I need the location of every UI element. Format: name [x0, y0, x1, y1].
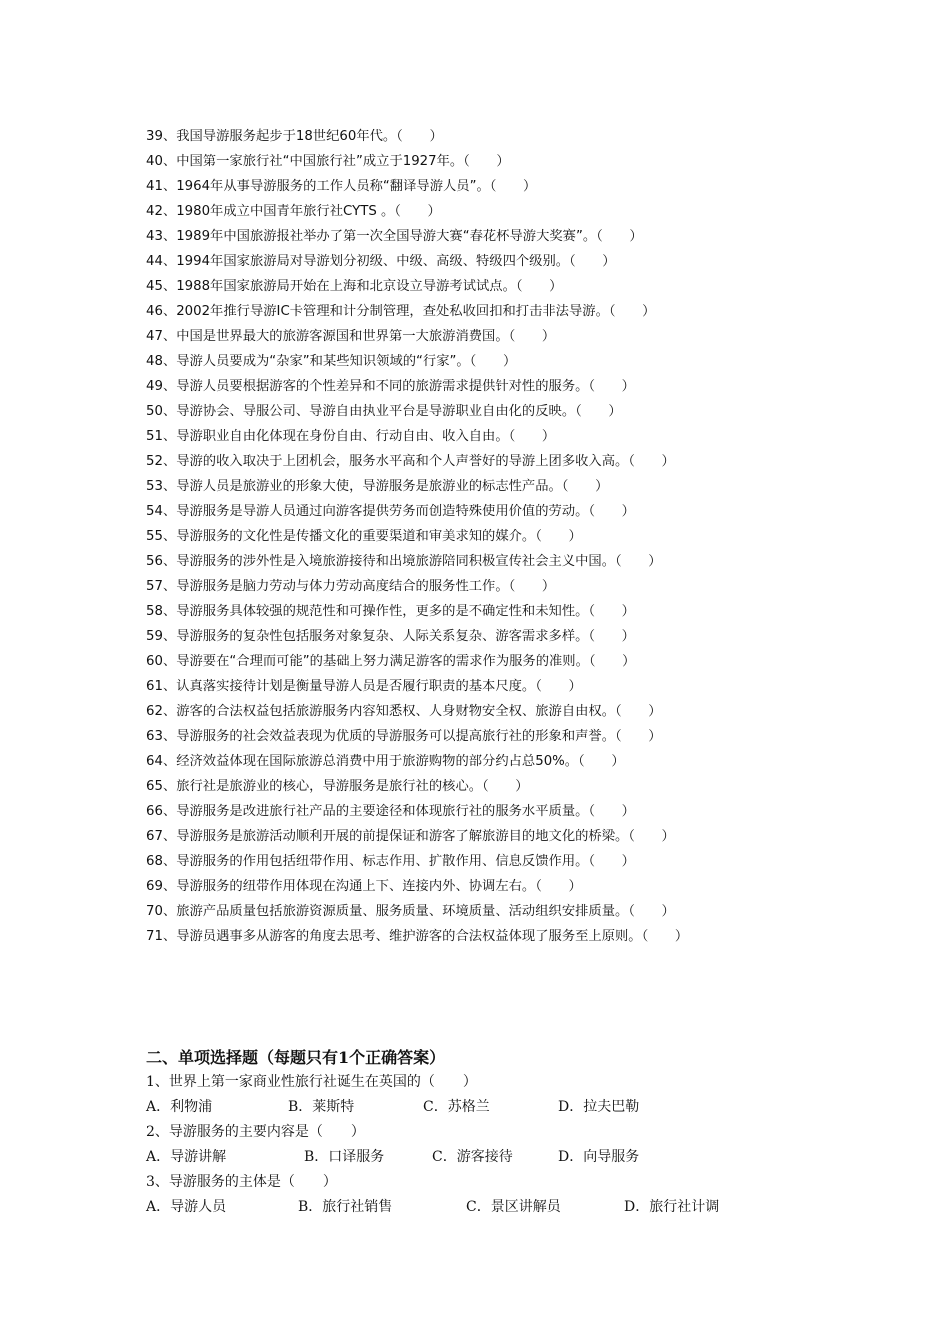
option-a[interactable]: A．导游讲解	[146, 1149, 227, 1165]
question-item: 56、导游服务的涉外性是入境旅游接待和出境旅游陪同积极宣传社会主义中国。（ ）	[146, 554, 662, 569]
question-item: 64、经济效益体现在国际旅游总消费中用于旅游购物的部分约占总50%。（ ）	[146, 754, 625, 769]
question-item: 54、导游服务是导游人员通过向游客提供劳务而创造特殊使用价值的劳动。（ ）	[146, 504, 635, 519]
question-item: 67、导游服务是旅游活动顺利开展的前提保证和游客了解旅游目的地文化的桥梁。（ ）	[146, 829, 675, 844]
answer-options	[146, 1145, 826, 1170]
question-item: 61、认真落实接待计划是衡量导游人员是否履行职责的基本尺度。（ ）	[146, 679, 582, 694]
question-item: 41、1964年从事导游服务的工作人员称“翻译导游人员”。（ ）	[146, 179, 537, 194]
question-item: 69、导游服务的纽带作用体现在沟通上下、连接内外、协调左右。（ ）	[146, 879, 582, 894]
option-c[interactable]: C．苏格兰	[423, 1099, 490, 1115]
option-b[interactable]: B．莱斯特	[288, 1099, 355, 1115]
option-a[interactable]: A．利物浦	[146, 1099, 213, 1115]
option-d[interactable]: D．拉夫巴勒	[558, 1099, 640, 1115]
question-stem: 3、导游服务的主体是（ ）	[146, 1174, 337, 1190]
question-item: 55、导游服务的文化性是传播文化的重要渠道和审美求知的媒介。（ ）	[146, 529, 582, 544]
question-item: 52、导游的收入取决于上团机会，服务水平高和个人声誉好的导游上团多收入高。（ ）	[146, 454, 675, 469]
question-item: 66、导游服务是改进旅行社产品的主要途径和体现旅行社的服务水平质量。（ ）	[146, 804, 635, 819]
option-b[interactable]: B．口译服务	[304, 1149, 385, 1165]
question-item: 50、导游协会、导服公司、导游自由执业平台是导游职业自由化的反映。（ ）	[146, 404, 622, 419]
question-item: 71、导游员遇事多从游客的角度去思考、维护游客的合法权益体现了服务至上原则。（ ）	[146, 929, 689, 944]
answer-options	[146, 1195, 826, 1220]
option-b[interactable]: B．旅行社销售	[298, 1199, 393, 1215]
question-item: 59、导游服务的复杂性包括服务对象复杂、人际关系复杂、游客需求多样。（ ）	[146, 629, 635, 644]
question-item: 63、导游服务的社会效益表现为优质的导游服务可以提高旅行社的形象和声誉。（ ）	[146, 729, 662, 744]
answer-options	[146, 1095, 826, 1120]
option-a[interactable]: A．导游人员	[146, 1199, 227, 1215]
true-false-question-list	[146, 124, 816, 949]
question-item: 43、1989年中国旅游报社举办了第一次全国导游大赛“春花杯导游大奖赛”。（ ）	[146, 229, 643, 244]
question-item: 39、我国导游服务起步于18世纪60年代。（ ）	[146, 129, 443, 144]
question-item: 53、导游人员是旅游业的形象大使，导游服务是旅游业的标志性产品。（ ）	[146, 479, 609, 494]
single-choice-section	[146, 1046, 826, 1220]
question-item: 70、旅游产品质量包括旅游资源质量、服务质量、环境质量、活动组织安排质量。（ ）	[146, 904, 675, 919]
question-item: 44、1994年国家旅游局对导游划分初级、中级、高级、特级四个级别。（ ）	[146, 254, 616, 269]
section-heading: 二、单项选择题（每题只有1个正确答案）	[146, 1048, 446, 1067]
option-c[interactable]: C．游客接待	[432, 1149, 513, 1165]
question-item: 60、导游要在“合理而可能”的基础上努力满足游客的需求作为服务的准则。（ ）	[146, 654, 636, 669]
question-item: 58、导游服务具体较强的规范性和可操作性，更多的是不确定性和未知性。（ ）	[146, 604, 635, 619]
option-c[interactable]: C．景区讲解员	[466, 1199, 561, 1215]
question-item: 40、中国第一家旅行社“中国旅行社”成立于1927年。（ ）	[146, 154, 510, 169]
question-stem: 1、世界上第一家商业性旅行社诞生在英国的（ ）	[146, 1074, 477, 1090]
question-item: 57、导游服务是脑力劳动与体力劳动高度结合的服务性工作。（ ）	[146, 579, 556, 594]
question-item: 48、导游人员要成为“杂家”和某些知识领域的“行家”。（ ）	[146, 354, 517, 369]
question-item: 47、中国是世界最大的旅游客源国和世界第一大旅游消费国。（ ）	[146, 329, 556, 344]
option-d[interactable]: D．旅行社计调	[624, 1199, 720, 1215]
question-item: 46、2002年推行导游IC卡管理和计分制管理，查处私收回扣和打击非法导游。（ ）	[146, 304, 656, 319]
question-item: 51、导游职业自由化体现在身份自由、行动自由、收入自由。（ ）	[146, 429, 556, 444]
question-item: 65、旅行社是旅游业的核心，导游服务是旅行社的核心。（ ）	[146, 779, 529, 794]
question-item: 49、导游人员要根据游客的个性差异和不同的旅游需求提供针对性的服务。（ ）	[146, 379, 635, 394]
question-stem: 2、导游服务的主要内容是（ ）	[146, 1124, 365, 1140]
question-item: 62、游客的合法权益包括旅游服务内容知悉权、人身财物安全权、旅游自由权。（ ）	[146, 704, 662, 719]
question-item: 42、1980年成立中国青年旅行社CYTS 。（ ）	[146, 204, 441, 219]
option-d[interactable]: D．向导服务	[558, 1149, 640, 1165]
question-item: 45、1988年国家旅游局开始在上海和北京设立导游考试试点。（ ）	[146, 279, 563, 294]
question-item: 68、导游服务的作用包括纽带作用、标志作用、扩散作用、信息反馈作用。（ ）	[146, 854, 635, 869]
